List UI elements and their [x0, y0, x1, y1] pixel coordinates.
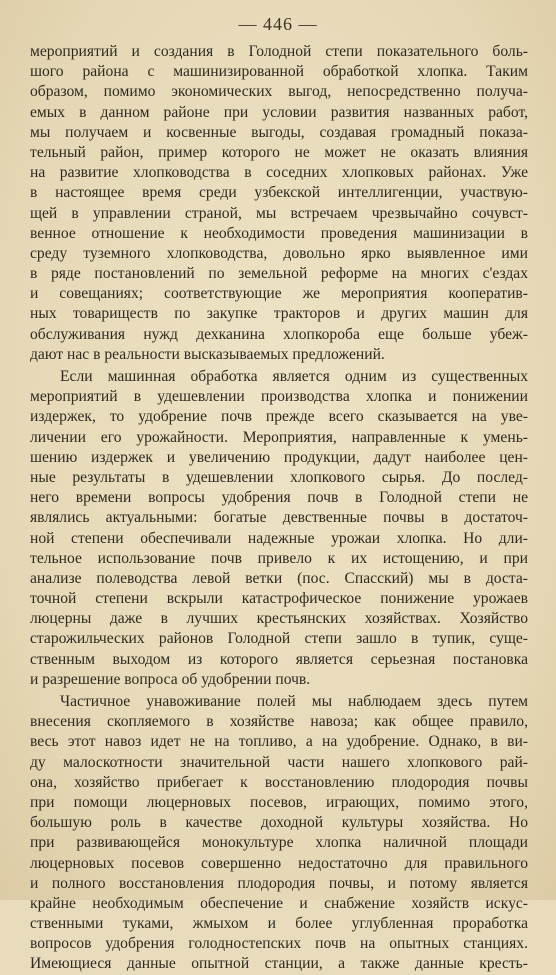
- text-line: мы получаем и косвенные выгоды, создавая громадный показа-: [30, 123, 528, 141]
- text-line: него времени вопросы удобрения почв в Голодной степи не: [30, 489, 528, 507]
- text-line: тельное использование почв привело к их истощению, и при: [30, 549, 528, 567]
- text-line: на развитие хлопководства в соседних хлопковых районах. Уже: [30, 164, 528, 182]
- text-line: внесения скопляемого в хозяйстве навоза; как общее правило,: [30, 713, 528, 731]
- text-line: анализе полеводства левой ветки (пос. Спасский) мы в доста-: [30, 569, 528, 587]
- text-line: весь этот навоз идет не на топливо, а на удобрение. Однако, в ви-: [30, 733, 528, 751]
- text-line: большую роль в качестве доходной культуры хозяйства. Но: [30, 814, 528, 832]
- text-line: венное отношение к необходимости проведения машинизации в: [30, 224, 528, 242]
- text-line: тельный район, пример которого не может не оказать влияния: [30, 143, 528, 161]
- text-line: люцерновых посевов совершенно недостаточно для правильного: [30, 854, 528, 872]
- text-line: шого района с машинизированной обработкой хлопка. Таким: [30, 63, 528, 81]
- text-line: ных товариществ по закупке тракторов и других машин для: [30, 305, 528, 323]
- text-line: среду туземного хлопководства, довольно ярко выявленное ими: [30, 244, 528, 262]
- text-line: Имеющиеся данные опытной станции, а также данные кресть-: [30, 955, 528, 973]
- text-line: точной степени вскрыли катастрофическое понижение урожаев: [30, 590, 528, 608]
- text-line: и разрешение вопроса об удобрении почв.: [30, 670, 311, 688]
- paragraph-3: [30, 692, 528, 975]
- text-line: мероприятий в удешевлении производства хлопка и понижении: [30, 388, 528, 406]
- text-line: ственными туками, жмыхом и более углубленная проработка: [30, 915, 528, 933]
- text-line: ственным выходом из которого является серьезная постановка: [30, 650, 528, 668]
- text-line: ду малоскотности значительной части нашего хлопкового рай-: [30, 753, 528, 771]
- text-line: Частичное унавоживание полей мы наблюдаем здесь путем: [60, 693, 528, 710]
- text-line: при развивающейся монокультуре хлопка наличной площади: [30, 834, 528, 852]
- text-line: в ряде постановлений по земельной реформе на многих с'ездах: [30, 265, 528, 283]
- text-line: издержек, то удобрение почв прежде всего сказывается на уве-: [30, 408, 528, 426]
- text-line: дают нас в реальности высказываемых предложений.: [30, 345, 385, 363]
- text-line: люцерны даже в лучших крестьянских хозяйствах. Хозяйство: [30, 610, 528, 628]
- text-line: в настоящее время среди узбекской интеллигенции, участвую-: [30, 184, 528, 202]
- text-line: личении его урожайности. Мероприятия, направленные к умень-: [30, 428, 528, 446]
- paragraph-2: [30, 367, 528, 690]
- text-line: обслуживания нужд дехканина хлопкороба еще больше убеж-: [30, 325, 528, 343]
- text-line: крайне необходимым обеспечение и снабжение хозяйств искус-: [30, 894, 528, 912]
- text-line: вопросов удобрения голодностепских почв на опытных станциях.: [30, 935, 528, 953]
- text-line: образом, помимо экономических выгод, непосредственно получа-: [30, 83, 528, 101]
- text-line: мероприятий и создания в Голодной степи показательного боль-: [30, 43, 528, 60]
- text-line: Если машинная обработка является одним из существенных: [60, 368, 528, 385]
- text-line: щей в управлении страной, мы встречаем чрезвычайно сочувст-: [30, 204, 528, 222]
- page-number: — 446 —: [238, 14, 318, 34]
- text-line: являлись актуальными: богатые девственные почвы в достаточ-: [30, 509, 528, 527]
- text-line: старожильческих районов Голодной степи зашло в тупик, суще-: [30, 630, 528, 648]
- page-text: [30, 42, 528, 975]
- paragraph-1: [30, 42, 528, 365]
- text-line: она, хозяйство прибегает к восстановлению плодородия почвы: [30, 773, 528, 791]
- text-line: и совещаниях; соответствующие же мероприятия кооператив-: [30, 285, 528, 303]
- text-line: при помощи люцерновых посевов, играющих, помимо этого,: [30, 793, 528, 811]
- text-line: емых в данном районе при условии развития названных работ,: [30, 103, 528, 121]
- text-line: и полного восстановления плодородия почвы, и потому является: [30, 874, 528, 892]
- text-line: шению издержек и увеличению продукции, дадут наиболее цен-: [30, 448, 528, 466]
- text-line: ной степени обеспечивали надежные урожаи хлопка. Но дли-: [30, 529, 528, 547]
- text-line: ные результаты в удешевлении хлопкового сырья. До послед-: [30, 468, 528, 486]
